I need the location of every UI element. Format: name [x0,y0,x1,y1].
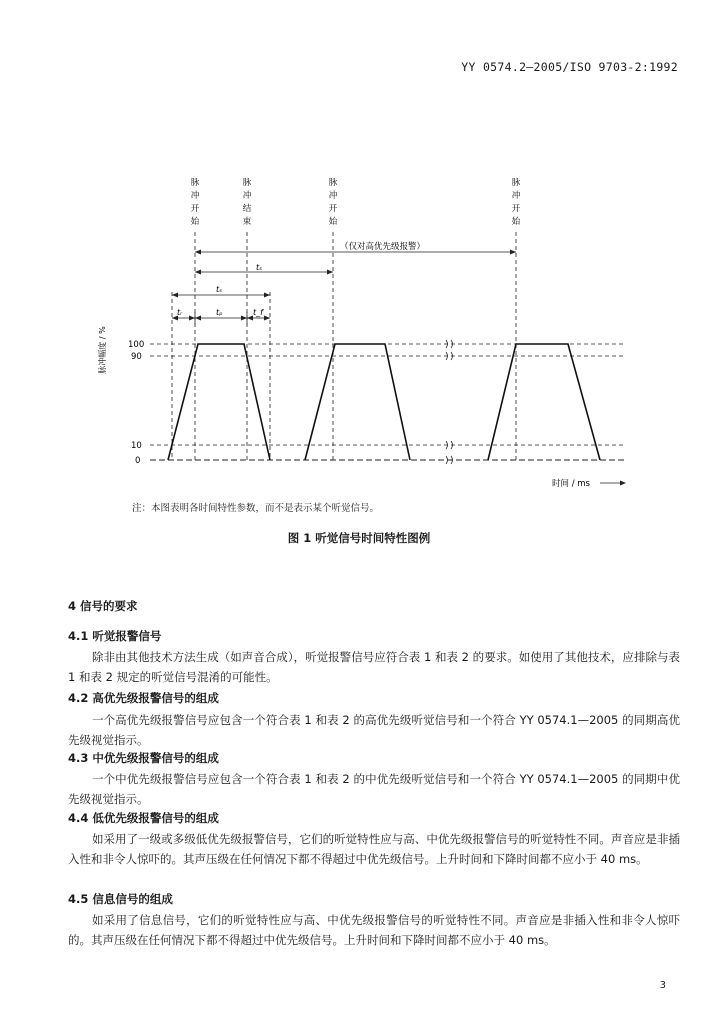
figure-note: 注：本图表明各时间特性参数，而不是表示某个听觉信号。 [132,503,380,514]
tp-label: tₚ [216,308,223,317]
pulse-label-2: 脉冲结束 [242,178,252,227]
pulse-3 [488,344,600,460]
standard-header: YY 0574.2—2005/ISO 9703-2:1992 [461,60,678,74]
section-4-3-text: 一个中优先级报警信号应包含一个符合表 1 和表 2 的中优先级听觉信号和一个符合 YY 0574.1—2005 的同期中优先级视觉指示。 [68,772,680,806]
y-tick-10: 10 [131,441,142,451]
y-tick-100: 100 [128,340,145,350]
section-4-4-title: 4.4 低优先级报警信号的组成 [68,811,219,825]
ts-label: tₛ [216,285,223,294]
section-4-5-text: 如采用了信息信号，它们的听觉特性应与高、中优先级报警信号的听觉特性不同。声音应是非插入性和非令人惊吓的。其声压级在任何情况下都不得超过中优先级信号。上升时间和下降时间都不应小于 40 ms。 [68,913,680,947]
section-4-title: 4 信号的要求 [68,599,138,613]
pulse-label-3: 脉冲开始 [328,178,338,227]
pulse-label-4: 脉冲开始 [511,178,521,227]
pulse-1 [168,344,270,460]
tr-label: tᵣ [177,308,183,317]
x-axis-label: 时间 / ms [552,479,590,489]
td-label: tₛ [256,263,263,272]
section-4-2-title: 4.2 高优先级报警信号的组成 [68,691,219,705]
y-tick-90: 90 [131,352,142,362]
section-4-1-title: 4.1 听觉报警信号 [68,629,162,643]
section-4-4-text: 如采用了一级或多级低优先级报警信号，它们的听觉特性应与高、中优先级报警信号的听觉特性不同。声音应是非插入性和非令人惊吓的。其声压级在任何情况下都不得超过中优先级信号。上升时间和下降时间都不应小于 40 ms。 [68,832,680,866]
figure-title: 图 1 听觉信号时间特性图例 [287,531,431,545]
section-4-2-text: 一个高优先级报警信号应包含一个符合表 1 和表 2 的高优先级听觉信号和一个符合 YY 0574.1—2005 的同期高优先级视觉指示。 [68,713,680,747]
interval-label: （仅对高优先级报警） [340,242,426,252]
section-4-1-text: 除非由其他技术方法生成（如声音合成），听觉报警信号应符合表 1 和表 2 的要求。如使用了其他技术，应排除与表 1 和表 2 规定的听觉信号混淆的可能性。 [68,650,680,684]
pulse-label-1: 脉冲开始 [190,178,200,227]
tf-label: t_f [253,308,263,317]
section-4-3-title: 4.3 中优先级报警信号的组成 [68,751,219,765]
y-axis-label: 脉冲幅度 / % [98,326,107,374]
section-4-5-title: 4.5 信息信号的组成 [68,892,173,906]
pulse-2 [305,344,410,460]
page-number: 3 [659,980,666,991]
y-tick-0: 0 [135,456,141,466]
